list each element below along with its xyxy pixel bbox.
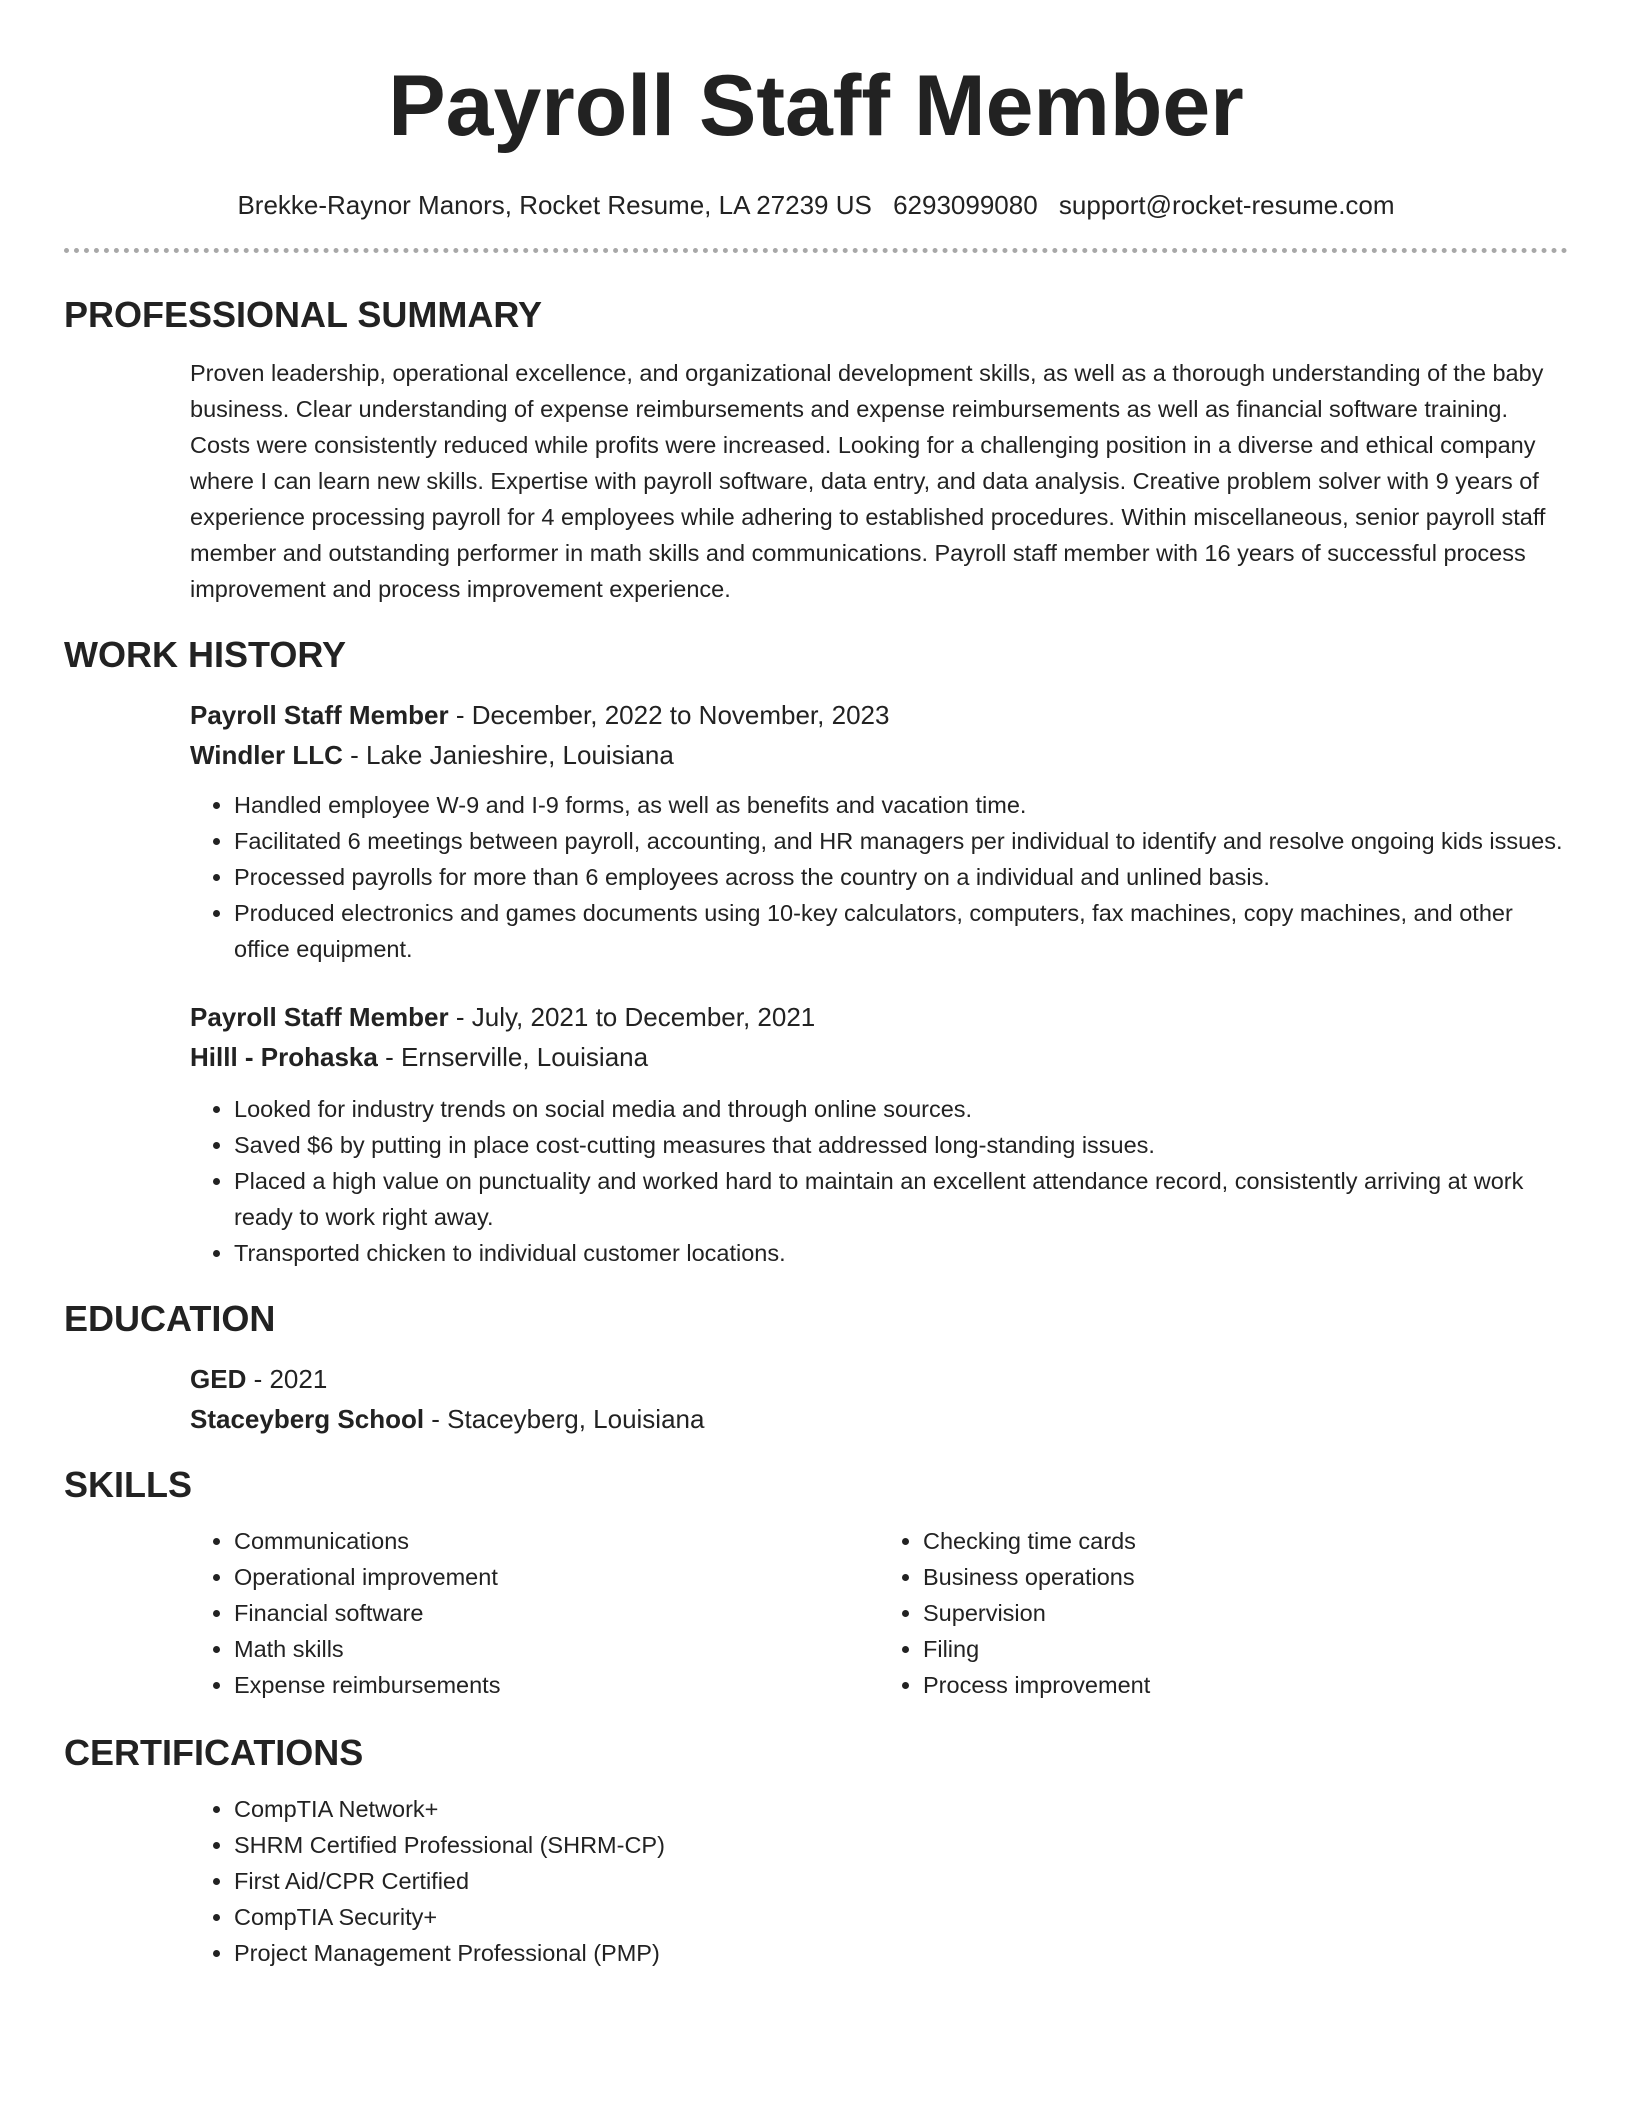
list-item: • Project Management Professional (PMP) xyxy=(234,1935,1568,1971)
job-entry xyxy=(190,997,1568,1271)
job-dates: - July, 2021 to December, 2021 xyxy=(448,1002,816,1032)
list-item: • Operational improvement xyxy=(234,1559,879,1595)
education-location: - Staceyberg, Louisiana xyxy=(424,1404,705,1434)
contact-email: support@rocket-resume.com xyxy=(1058,190,1395,220)
list-item: • Looked for industry trends on social media and through online sources. xyxy=(234,1091,1568,1127)
job-company: Hilll - Prohaska xyxy=(190,1042,378,1072)
job-title-line xyxy=(190,997,1568,1037)
certifications-list xyxy=(190,1791,1568,1971)
education-year: - 2021 xyxy=(246,1364,328,1394)
list-item: • Facilitated 6 meetings between payroll, accounting, and HR managers per individual to identify and resolve ongoing kids issues. xyxy=(234,823,1568,859)
job-bullets xyxy=(190,1091,1568,1271)
list-item: • Handled employee W-9 and I-9 forms, as well as benefits and vacation time. xyxy=(234,787,1568,823)
job-company-line xyxy=(190,735,1568,775)
list-item: • Processed payrolls for more than 6 employees across the country on a individual and unlined basis. xyxy=(234,859,1568,895)
list-item: • First Aid/CPR Certified xyxy=(234,1863,1568,1899)
resume-page xyxy=(64,0,1568,1971)
job-company-line xyxy=(190,1037,1568,1077)
list-item: • Process improvement xyxy=(923,1667,1568,1703)
summary-block xyxy=(190,355,1568,607)
education-school-line xyxy=(190,1399,1568,1439)
list-item: • Math skills xyxy=(234,1631,879,1667)
work-history-heading: WORK HISTORY xyxy=(64,634,347,675)
education-entry xyxy=(190,1359,1568,1439)
job-role: Payroll Staff Member xyxy=(190,1002,449,1032)
job-location: - Lake Janieshire, Louisiana xyxy=(342,740,674,770)
list-item: • Expense reimbursements xyxy=(234,1667,879,1703)
job-entry xyxy=(190,695,1568,967)
skills-grid xyxy=(190,1523,1568,1703)
job-title-line xyxy=(190,695,1568,735)
list-item: • Placed a high value on punctuality and worked hard to maintain an excellent attendance record, consistently arriving at work ready to work right away. xyxy=(234,1163,1568,1235)
header-divider xyxy=(64,248,1568,253)
education-school: Staceyberg School xyxy=(190,1404,425,1434)
summary-text: Proven leadership, operational excellence, and organizational development skills, as well as a thorough understanding of the baby business. Clear understanding of expense reimbursements and expense reimbursements as well as financial software training. Costs were consistently reduced while profits were increased. Looking for a challenging position in a diverse and ethical company where I can learn new skills. Expertise with payroll software, data entry, and data analysis. Creative problem solver with 9 years of experience processing payroll for 4 employees while adhering to established procedures. Within miscellaneous, senior payroll staff member and outstanding performer in math skills and communications. Payroll staff member with 16 years of successful process improvement and process improvement experience. xyxy=(190,360,1546,602)
skills-list-left xyxy=(190,1523,879,1703)
job-bullets xyxy=(190,787,1568,967)
certifications-block xyxy=(190,1791,1568,1971)
contact-line xyxy=(64,190,1568,220)
list-item: • Financial software xyxy=(234,1595,879,1631)
summary-heading: PROFESSIONAL SUMMARY xyxy=(64,294,543,335)
list-item: • Supervision xyxy=(923,1595,1568,1631)
list-item: • Saved $6 by putting in place cost-cutting measures that addressed long-standing issues. xyxy=(234,1127,1568,1163)
list-item: • CompTIA Network+ xyxy=(234,1791,1568,1827)
job-company: Windler LLC xyxy=(190,740,343,770)
list-item: • CompTIA Security+ xyxy=(234,1899,1568,1935)
list-item: • Filing xyxy=(923,1631,1568,1667)
education-degree: GED xyxy=(190,1364,247,1394)
job-role: Payroll Staff Member xyxy=(190,700,449,730)
contact-phone: 6293099080 xyxy=(893,190,1038,220)
job-location: - Ernserville, Louisiana xyxy=(377,1042,649,1072)
skills-heading: SKILLS xyxy=(64,1464,193,1505)
skills-list-right xyxy=(879,1523,1568,1703)
list-item: • Checking time cards xyxy=(923,1523,1568,1559)
contact-address: Brekke-Raynor Manors, Rocket Resume, LA 27239 US xyxy=(237,190,872,220)
list-item: • Business operations xyxy=(923,1559,1568,1595)
list-item: • Communications xyxy=(234,1523,879,1559)
list-item: • Transported chicken to individual customer locations. xyxy=(234,1235,1568,1271)
list-item: • SHRM Certified Professional (SHRM-CP) xyxy=(234,1827,1568,1863)
education-heading: EDUCATION xyxy=(64,1298,276,1339)
certifications-heading: CERTIFICATIONS xyxy=(64,1732,364,1773)
list-item: • Produced electronics and games documents using 10-key calculators, computers, fax machines, copy machines, and other office equipment. xyxy=(234,895,1568,967)
resume-name: Payroll Staff Member xyxy=(388,58,1244,154)
education-degree-line xyxy=(190,1359,1568,1399)
job-dates: - December, 2022 to November, 2023 xyxy=(448,700,890,730)
